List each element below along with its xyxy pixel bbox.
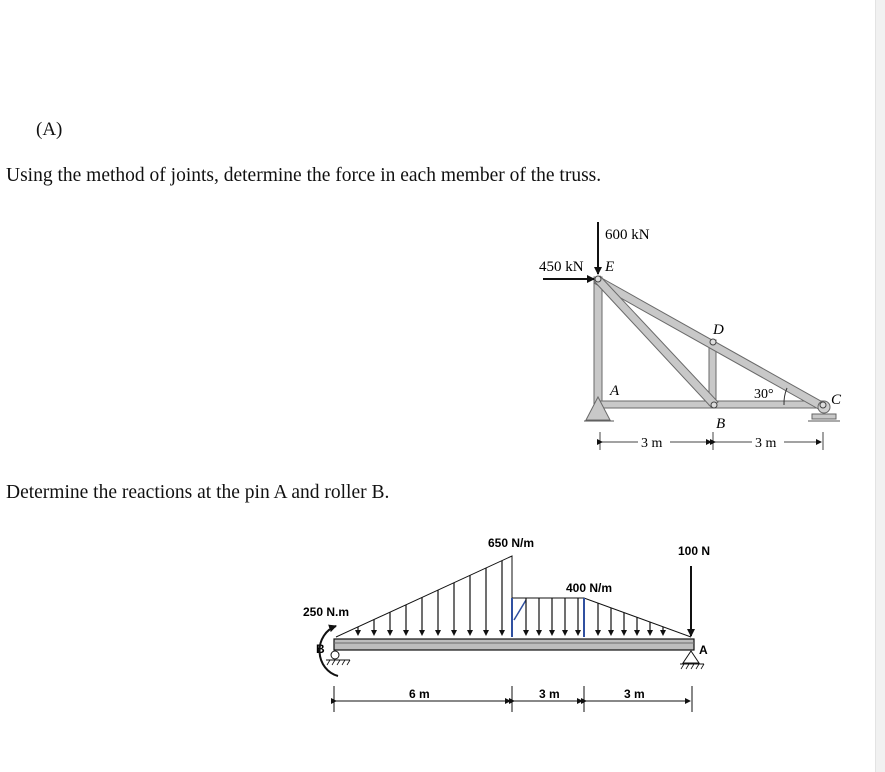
truss-figure xyxy=(539,222,842,451)
load-arrows xyxy=(355,561,666,636)
load-arrow-head xyxy=(660,630,666,636)
load-arrow-head xyxy=(536,630,542,636)
load-450-label: 450 kN xyxy=(539,259,584,275)
uniform-load-label: 400 N/m xyxy=(566,581,613,595)
point-load-label: 100 N xyxy=(678,544,711,558)
load-arrow-head xyxy=(355,630,361,636)
member-ae xyxy=(594,277,602,406)
moment-label: 250 N.m xyxy=(303,605,350,619)
load-arrow-head xyxy=(419,630,425,636)
joint-e xyxy=(595,276,601,282)
beam-dim-1: 6 m xyxy=(409,687,430,701)
joint-e-label: E xyxy=(605,259,615,275)
load-outline xyxy=(336,556,691,637)
truss-dim-left: 3 m xyxy=(641,436,663,451)
load-arrow-head xyxy=(549,630,555,636)
question-beam: Determine the reactions at the pin A and roller B. xyxy=(6,482,390,503)
load-arrow-head xyxy=(634,630,640,636)
angle-label: 30° xyxy=(754,387,774,402)
load-arrow-head xyxy=(575,630,581,636)
joint-c xyxy=(820,402,826,408)
support-a-label: A xyxy=(699,643,708,657)
load-arrow-head xyxy=(483,630,489,636)
joint-d-label: D xyxy=(713,322,724,338)
load-arrow-head xyxy=(523,630,529,636)
joint-c-label: C xyxy=(831,392,842,408)
load-arrow-head xyxy=(562,630,568,636)
joint-b xyxy=(711,402,717,408)
beam-body xyxy=(334,639,694,650)
joint-d xyxy=(710,339,716,345)
beam-dim-3: 3 m xyxy=(624,687,645,701)
load-arrow-head xyxy=(499,630,505,636)
load-arrow-head xyxy=(595,630,601,636)
load-arrow-head xyxy=(387,630,393,636)
load-arrow-head xyxy=(371,630,377,636)
roller-b xyxy=(331,651,339,659)
pin-support-a xyxy=(683,651,699,663)
support-b-label: B xyxy=(316,642,325,656)
truss-dim-right: 3 m xyxy=(755,436,777,451)
load-arrow-head xyxy=(621,630,627,636)
question-truss: Using the method of joints, determine the force in each member of the truss. xyxy=(6,165,602,186)
joint-b-label: B xyxy=(716,416,726,432)
beam-figure xyxy=(303,536,710,712)
beam-dim-2: 3 m xyxy=(539,687,560,701)
load-arrow-head xyxy=(451,630,457,636)
load-600-label: 600 kN xyxy=(605,227,650,243)
load-arrow-head xyxy=(435,630,441,636)
load-arrow-head xyxy=(403,630,409,636)
joint-a-label: A xyxy=(610,383,620,399)
load-arrow-head xyxy=(467,630,473,636)
load-arrow-head xyxy=(608,630,614,636)
triangular-load-label: 650 N/m xyxy=(488,536,535,550)
load-arrow-head xyxy=(647,630,653,636)
part-label: (A) xyxy=(36,119,63,140)
